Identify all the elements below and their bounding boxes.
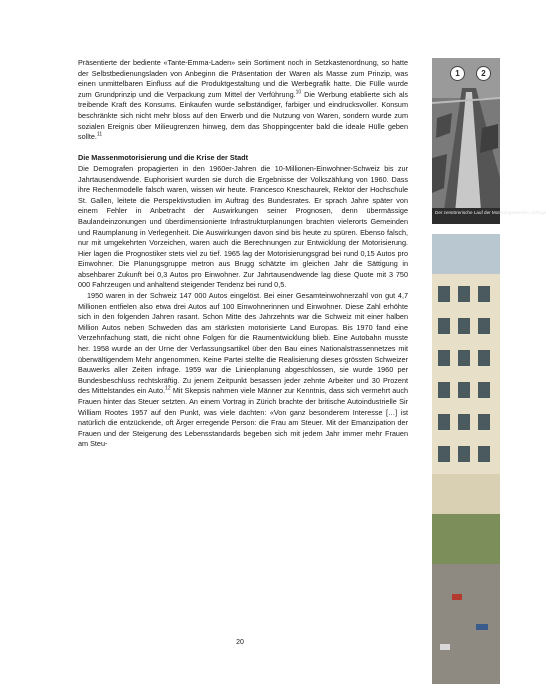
highway-photo: [432, 58, 546, 224]
paragraph-1-continued: Die Werbung etablierte sich als treibende Kraft des Konsums. Einkaufen wurde selbständiger, farbiger und eindrucksvoller. Konsum beschränkte sich nicht mehr bloss auf den Erwerb und die Nutzung von Waren, sondern wurde zum sozialen Ereignis über Milieugrenzen hinweg, dem das Shoppingcenter bald die ideale Hülle geben sollte.: [78, 89, 408, 142]
paragraph-1-text: Präsentierte der bediente «Tante-Emma-Laden» sein Sortiment noch in Setzkastenordnung, so hatte der Selbstbedienungsladen von Anbeginn die Präsentation der Waren als Masse zum Prinzip, was einen unmittelbaren Einfluss auf die Produktgestaltung und die Werbegrafik hatte. Die Fülle wurde zum Grundprinzip und die Verpackung zum Mittel der Verführung.: [78, 58, 408, 99]
body-text: [78, 58, 408, 450]
building-photo-image: [432, 234, 500, 684]
paragraph-3-continued: Mit Skepsis nahmen viele Männer zur Kenntnis, dass sich vermehrt auch Frauen hinter das Steuer setzten. An einem Vortrag in Zürich brachte der britische Autoindustrielle Sir William Rootes 1957 auf den Punkt, was viele dachten: «Von ganz besonderem Interesse […] ist natürlich die entzückende, oft Ärger erregende Person: die Frau am Steuer. Mit der Emanzipation der Frauen und der Steigerung des Lebensstandards begeben sich mit jedem Jahr immer mehr Frauen am Steu-: [78, 386, 408, 449]
paragraph-2: Die Demografen propagierten in den 1960er-Jahren die 10-Millionen-Einwohner-Schweiz bis zur Jahrtausendwende. Euphorisiert wurden sie durch die Ergebnisse der Volkszählung von 1960. Dass ihre Rechenmodelle falsch waren, wissen wir heute. Francesco Kneschaurek, Rektor der Hochschule St. Gallen, leitete die Perspektivstudien im Auftrag des Bundesrates. Er sprach Jahre später von einem Fehler in Anbetracht der Auswirkungen seiner Prognosen, denn übermässige Baulandeinzonungen und überdimensionierte Infrastrukturplanungen brachten vielerorts Gemeinden und Raumplanung in Verlegenheit. Die Auswirkungen davon sind bis heute zu spüren. Ebenso falsch, nur mit umgekehrten Vorzeichen, waren auch die Berechnungen zur Entwicklung der Motorisierung. Hier lagen die Prognostiker stets viel zu tief. 1965 lag der Motorisierungsgrad bei rund 0,15 Autos pro Einwohner. Die Planungsgruppe metron aus Brugg schätzte im gleichen Jahr die Sättigung in absehbarer Zukunft bei 0,3 Autos pro Einwohner. Zur Jahrtausendwende lag diese Quote mit 3 750 000 Fahrzeugen und anhaltend steigender Tendenz bei rund 0,5.: [78, 163, 408, 290]
photo-caption: Der zerstörerische Lauf der Motorengedanken nicht ge: [432, 208, 500, 224]
section-heading: Die Massenmotorisierung und die Krise der Stadt: [78, 153, 249, 163]
figure-badge-2: 2: [476, 66, 491, 81]
footnote-ref-12[interactable]: 12: [165, 386, 171, 392]
building-photo: [432, 234, 500, 684]
paragraph-3: [78, 291, 408, 450]
footnote-ref-10[interactable]: 10: [295, 89, 302, 96]
paragraph-1: [78, 58, 408, 143]
highway-photo-image: [432, 58, 500, 224]
footnote-ref-11[interactable]: 11: [96, 131, 103, 138]
page-number: 20: [236, 639, 244, 646]
paragraph-3-text: 1950 waren in der Schweiz 147 000 Autos eingelöst. Bei einer Gesamteinwohnerzahl von gut 4,7 Millionen entfielen also etwa drei Autos auf 100 Einwohnerinnen und Einwohner. Diese Zahl erhöhte sich in den folgenden Jahren rasant. Schon Mitte des Jahrzehnts war die Schweiz mit einer halben Million Autos neben Schweden das am stärksten motorisierte Land Europas. Bis 1970 fand eine Verzehnfachung statt, die nicht ohne Folgen für die Raumentwicklung blieb. Eine Autobahn musste her. 1958 wurde an der Urne der Verfassungsartikel über den Bau eines Nationalstrassennetzes mit überwältigendem Mehr angenommen. Keine Partei stellte die Realisierung dieses grössten Schweizer Bauwerks aller Zeiten infrage. 1959 war die Linienplanung abgeschlossen, sie wurde 1960 per Bundesbeschluss rechtskräftig. Zu jenem Zeitpunkt besassen jeder zehnte Arbeiter und 30 Prozent des Mittelstandes ein Auto.: [78, 291, 408, 396]
figure-badge-1: 1: [450, 66, 465, 81]
